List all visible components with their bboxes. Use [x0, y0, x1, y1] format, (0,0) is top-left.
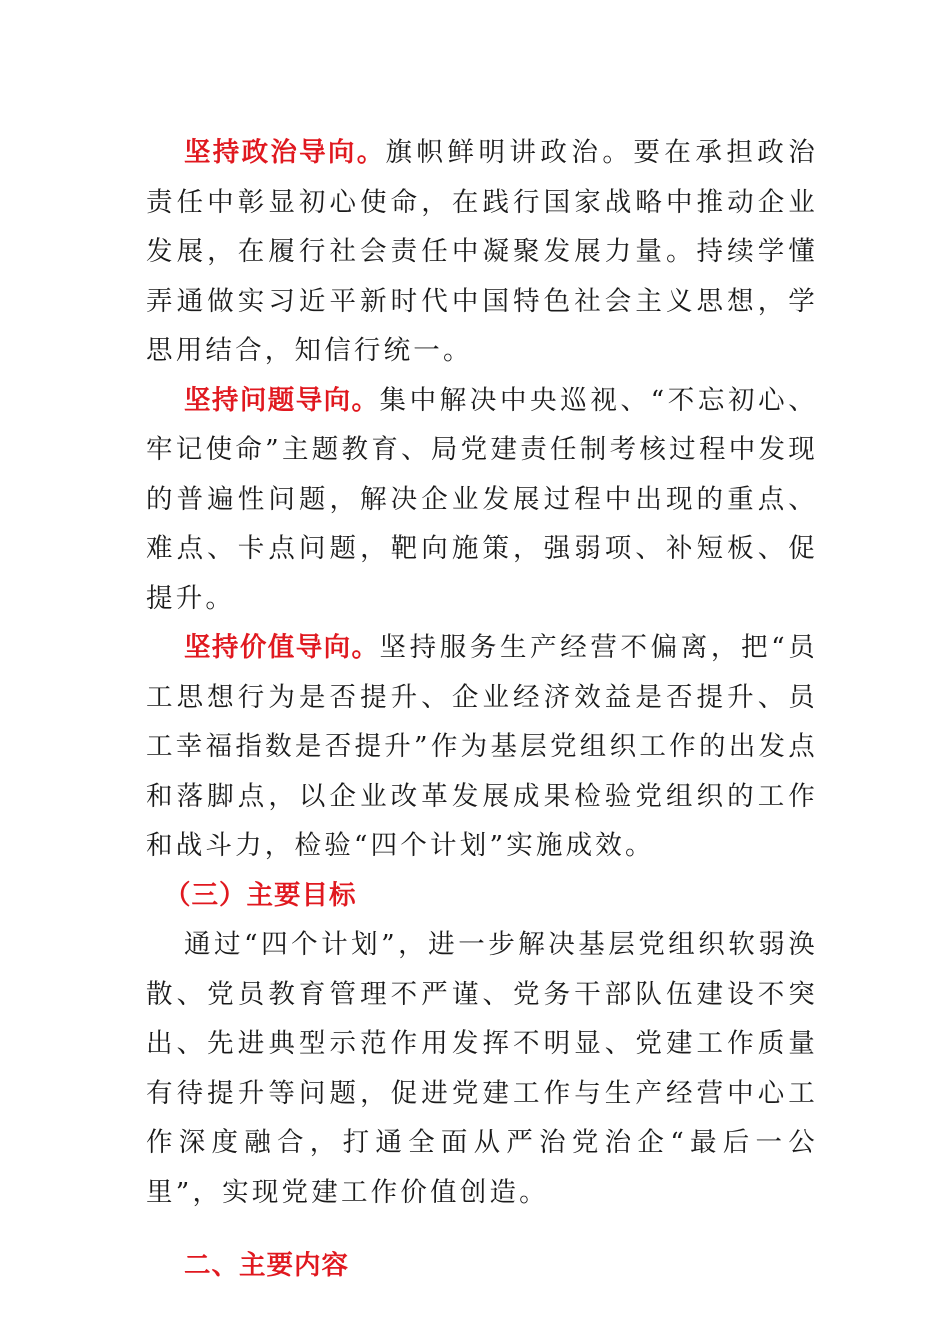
lead-problem-orientation: 坚持问题导向。 — [184, 384, 380, 416]
subheading-main-goals: （三）主要目标 — [164, 879, 357, 911]
paragraph-main-goals: 通过“四个计划”，进一步解决基层党组织软弱涣散、党员教育管理不严谨、党务干部队伍建设不突出、先进典型示范作用发挥不明显、党建工作质量有待提升等问题，促进党建工作与生产经营中心工作深度融合，打通全面从严治党治企“最后一公里”，实现党建工作价值创造。 — [146, 929, 818, 1208]
heading-main-content: 二、主要内容 — [184, 1250, 349, 1281]
lead-value-orientation: 坚持价值导向。 — [184, 632, 380, 663]
body-value-orientation: 坚持服务生产经营不偏离，把“员工思想行为是否提升、企业经济效益是否提升、员工幸福指数是否提升”作为基层党组织工作的出发点和落脚点，以企业改革发展成果检验党组织的工作和战斗力，检验“四个计划”实施成效。 — [146, 632, 818, 861]
paragraph-political-orientation — [146, 128, 818, 376]
paragraph-problem-orientation — [146, 376, 818, 624]
body-problem-orientation: 集中解决中央巡视、“不忘初心、牢记使命”主题教育、局党建责任制考核过程中发现的普遍性问题，解决企业发展过程中出现的重点、难点、卡点问题，靶向施策，强弱项、补短板、促提升。 — [146, 384, 818, 614]
document-page — [146, 128, 818, 1291]
paragraph-value-orientation — [146, 623, 818, 871]
lead-political-orientation: 坚持政治导向。 — [184, 137, 386, 168]
body-political-orientation: 旗帜鲜明讲政治。要在承担政治责任中彰显初心使命，在践行国家战略中推动企业发展，在履行社会责任中凝聚发展力量。持续学懂弄通做实习近平新时代中国特色社会主义思想，学思用结合，知信行统一。 — [146, 137, 818, 366]
